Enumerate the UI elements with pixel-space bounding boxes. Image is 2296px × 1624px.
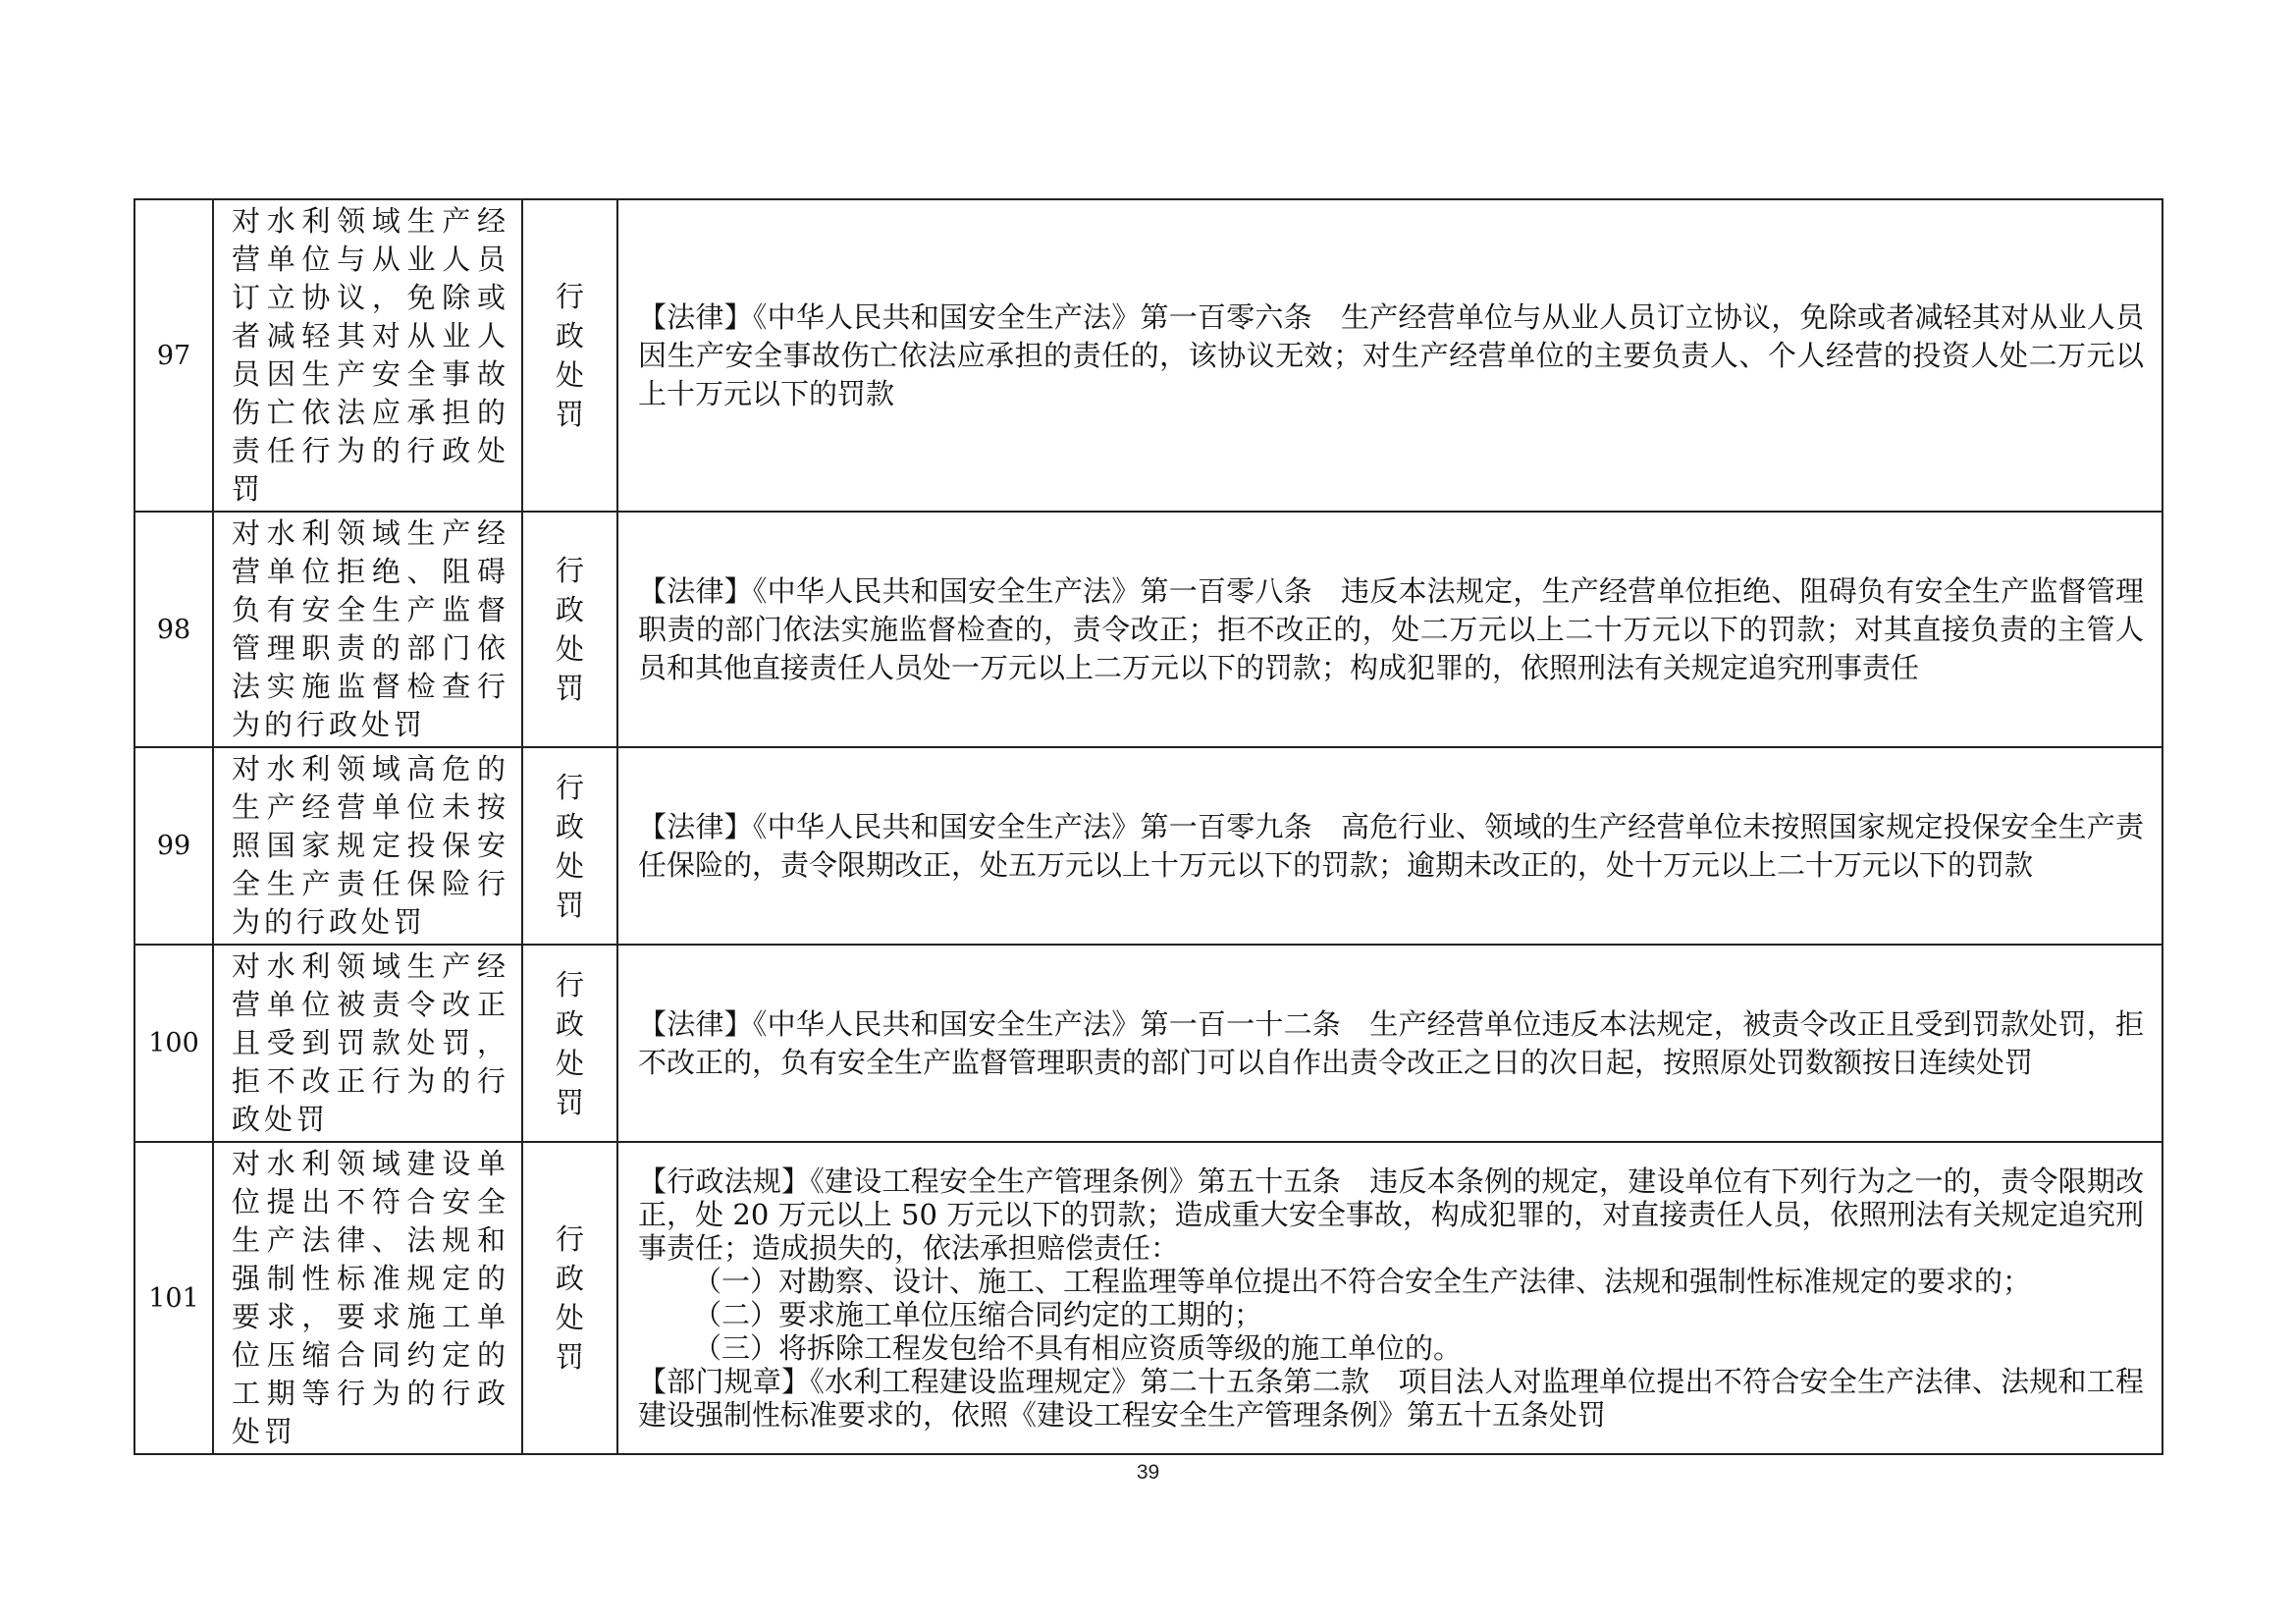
legal-basis-clause: （三）将拆除工程发包给不具有相应资质等级的施工单位的。 (693, 1331, 1463, 1365)
item-name-cell (213, 747, 522, 945)
penalty-type: 行政处罚 (555, 280, 584, 431)
legal-basis: 【法律】《中华人民共和国安全生产法》第一百零六条 生产经营单位与从业人员订立协议，免除或者减轻其对从业人员因生产安全事故伤亡依法应承担的责任的，该协议无效；对生产经营单位的主要负责人、个人经营的投资人处二万元以上十万元以下的罚款 (638, 299, 2144, 410)
legal-basis-cell (617, 512, 2163, 747)
legal-basis: 【法律】《中华人民共和国安全生产法》第一百一十二条 生产经营单位违反本法规定，被责令改正且受到罚款处罚，拒不改正的，负有安全生产监督管理职责的部门可以自作出责令改正之日的次日起，按照原处罚数额按日连续处罚 (638, 1006, 2144, 1079)
item-name: 对水利领域生产经营单位与从业人员订立协议，免除或者减轻其对从业人员因生产安全事故伤亡依法应承担的责任行为的行政处罚 (232, 204, 509, 506)
penalty-type-cell (522, 747, 617, 945)
penalty-table (133, 198, 2163, 1455)
item-name: 对水利领域高危的生产经营单位未按照国家规定投保安全生产责任保险行为的行政处罚 (232, 752, 509, 939)
table-row (134, 945, 2163, 1142)
legal-basis-cell (617, 199, 2163, 512)
document-sheet (133, 198, 2162, 1455)
penalty-type-cell (522, 945, 617, 1142)
penalty-type-cell (522, 199, 617, 512)
penalty-type: 行政处罚 (555, 967, 584, 1119)
table-row (134, 1142, 2163, 1454)
page-number: 39 (1136, 1461, 1160, 1484)
legal-basis: 【法律】《中华人民共和国安全生产法》第一百零八条 违反本法规定，生产经营单位拒绝、阻碍负有安全生产监督管理职责的部门依法实施监督检查的，责令改正；拒不改正的，处二万元以上二十万元以下的罚款；对其直接负责的主管人员和其他直接责任人员处一万元以上二万元以下的罚款；构成犯罪的，依照刑法有关规定追究刑事责任 (638, 573, 2144, 684)
table-row (134, 512, 2163, 747)
penalty-type: 行政处罚 (555, 554, 584, 705)
item-name-cell (213, 199, 522, 512)
legal-basis-paragraph: 【行政法规】《建设工程安全生产管理条例》第五十五条 违反本条例的规定，建设单位有下列行为之一的，责令限期改正，处 20 万元以上 50 万元以下的罚款；造成重大安全事故，构成犯罪的，对直接责任人员，依照刑法有关规定追究刑事责任；造成损失的，依法承担赔偿责任： (638, 1164, 2144, 1265)
row-number: 100 (134, 945, 213, 1142)
item-name-cell (213, 945, 522, 1142)
table-row (134, 747, 2163, 945)
row-number: 98 (134, 512, 213, 747)
item-name: 对水利领域生产经营单位被责令改正且受到罚款处罚，拒不改正行为的行政处罚 (232, 949, 509, 1136)
row-number: 99 (134, 747, 213, 945)
row-number: 101 (134, 1142, 213, 1454)
legal-basis-clause: （二）要求施工单位压缩合同约定的工期的； (693, 1298, 1263, 1331)
item-name: 对水利领域建设单位提出不符合安全生产法律、法规和强制性标准规定的要求，要求施工单位压缩合同约定的工期等行为的行政处罚 (232, 1147, 509, 1448)
penalty-type-cell (522, 1142, 617, 1454)
legal-basis-clause: （一）对勘察、设计、施工、工程监理等单位提出不符合安全生产法律、法规和强制性标准规定的要求的； (693, 1265, 2032, 1298)
penalty-type-cell (522, 512, 617, 747)
item-name-cell (213, 512, 522, 747)
item-name-cell (213, 1142, 522, 1454)
legal-basis-cell (617, 1142, 2163, 1454)
legal-basis: 【法律】《中华人民共和国安全生产法》第一百零九条 高危行业、领域的生产经营单位未按照国家规定投保安全生产责任保险的，责令限期改正，处五万元以上十万元以下的罚款；逾期未改正的，处十万元以上二十万元以下的罚款 (638, 809, 2144, 882)
item-name: 对水利领域生产经营单位拒绝、阻碍负有安全生产监督管理职责的部门依法实施监督检查行为的行政处罚 (232, 516, 509, 741)
legal-basis (618, 1163, 2162, 1434)
legal-basis-cell (617, 747, 2163, 945)
legal-basis-paragraph: 【部门规章】《水利工程建设监理规定》第二十五条第二款 项目法人对监理单位提出不符合安全生产法律、法规和工程建设强制性标准要求的，依照《建设工程安全生产管理条例》第五十五条处罚 (638, 1365, 2144, 1432)
row-number: 97 (134, 199, 213, 512)
penalty-type: 行政处罚 (555, 770, 584, 922)
table-row (134, 199, 2163, 512)
penalty-type: 行政处罚 (555, 1222, 584, 1374)
legal-basis-cell (617, 945, 2163, 1142)
